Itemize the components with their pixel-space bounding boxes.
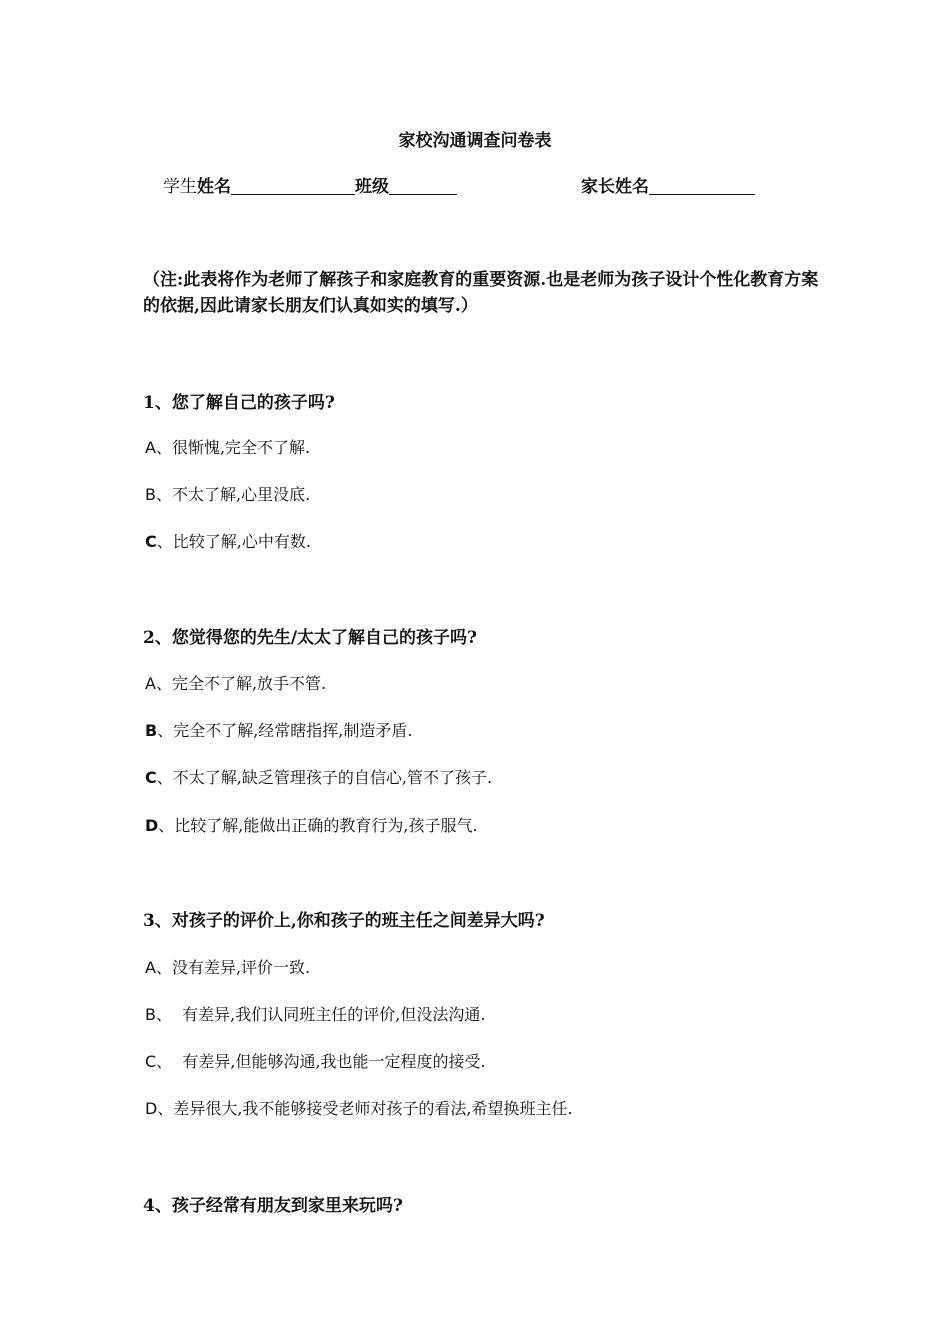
question-4: 4、孩子经常有朋友到家里来玩吗? [143, 1196, 403, 1216]
question-2-option-a: A、完全不了解,放手不管. [145, 674, 327, 693]
student-name-label: 姓名 [197, 177, 231, 197]
document-title: 家校沟通调查问卷表 [398, 131, 552, 151]
question-2-option-b: B、完全不了解,经常瞎指挥,制造矛盾. [145, 721, 413, 740]
question-1-option-a: A、很惭愧,完全不了解. [145, 438, 311, 457]
class-label: 班级 [355, 177, 389, 197]
parent-name-blank[interactable] [649, 178, 755, 195]
student-name-blank[interactable] [231, 178, 355, 195]
question-1: 1、您了解自己的孩子吗? [143, 393, 335, 413]
question-1-option-b: B、不太了解,心里没底. [145, 485, 311, 504]
question-2-option-d: D、比较了解,能做出正确的教育行为,孩子服气. [145, 816, 478, 835]
question-3-option-b: B、 有差异,我们认同班主任的评价,但没法沟通. [145, 1005, 486, 1024]
question-1-option-c: C、比较了解,心中有数. [145, 532, 311, 551]
note-paragraph: （注:此表将作为老师了解孩子和家庭教育的重要资源.也是老师为孩子设计个性化教育方案的依据,因此请家长朋友们认真如实的填写.） [143, 270, 819, 316]
class-blank[interactable] [389, 178, 457, 195]
question-3-option-a: A、没有差异,评价一致. [145, 958, 311, 977]
question-3-option-d: D、差异很大,我不能够接受老师对孩子的看法,希望换班主任. [145, 1099, 573, 1118]
parent-name-label: 家长姓名 [581, 177, 649, 197]
info-row [163, 172, 755, 197]
student-label-prefix: 学生 [163, 177, 197, 197]
question-2: 2、您觉得您的先生/太太了解自己的孩子吗? [143, 628, 477, 648]
question-2-option-c: C、不太了解,缺乏管理孩子的自信心,管不了孩子. [145, 768, 493, 787]
question-3: 3、对孩子的评价上,你和孩子的班主任之间差异大吗? [143, 911, 545, 931]
question-3-option-c: C、 有差异,但能够沟通,我也能一定程度的接受. [145, 1052, 486, 1071]
